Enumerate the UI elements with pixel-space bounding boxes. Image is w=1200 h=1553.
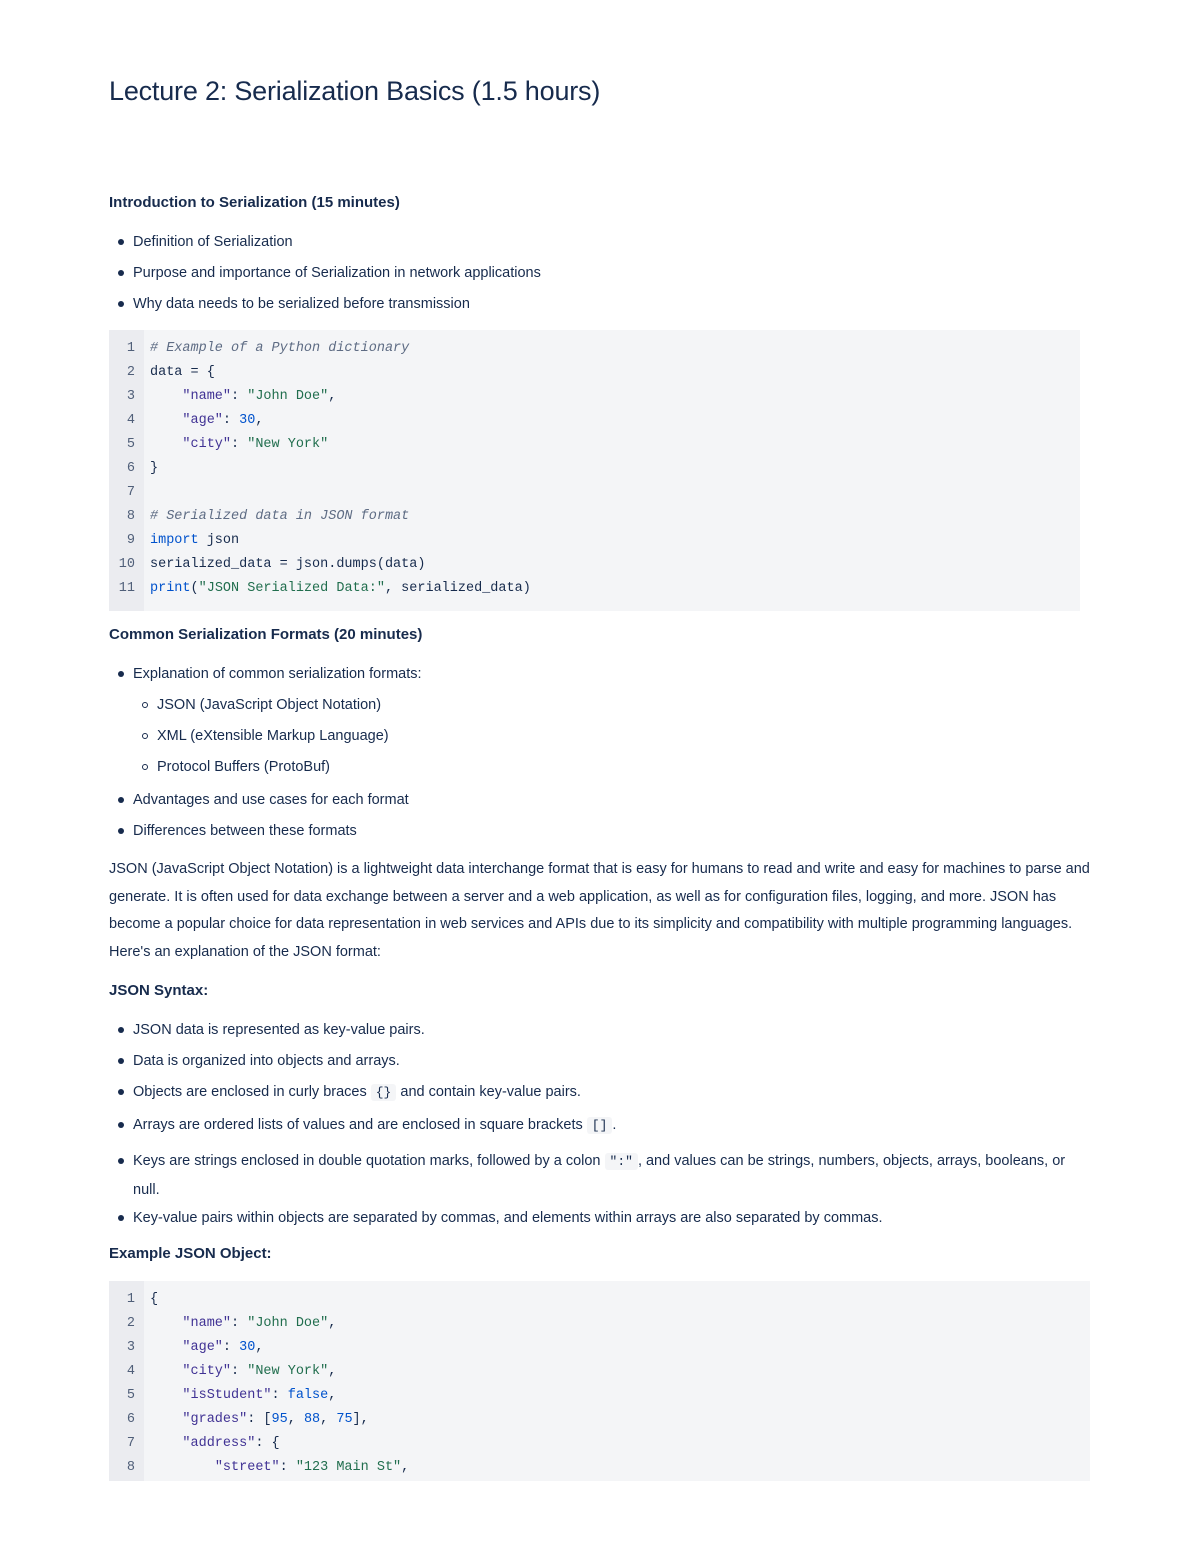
code-token: : xyxy=(231,389,248,404)
line-number: 6 xyxy=(126,461,135,476)
code-token: , xyxy=(320,1412,337,1427)
code-token: ( xyxy=(190,581,199,596)
sub-list-item: XML (eXtensible Markup Language) xyxy=(109,725,422,756)
code-string: "New York" xyxy=(247,437,329,452)
list-item: Why data needs to be serialized before transmission xyxy=(109,293,541,324)
code-keyword: false xyxy=(287,1388,329,1403)
section-heading-intro: Introduction to Serialization (15 minutes) xyxy=(109,194,400,211)
line-number: 7 xyxy=(126,1436,135,1451)
code-line xyxy=(109,1384,1090,1408)
code-line xyxy=(109,1360,1090,1384)
code-token: : xyxy=(279,1460,296,1475)
inline-code: {} xyxy=(371,1084,397,1101)
code-key: "age" xyxy=(182,413,223,428)
line-number: 8 xyxy=(126,1460,135,1475)
code-text xyxy=(150,553,425,577)
list-item-text: . xyxy=(612,1117,617,1133)
code-line xyxy=(109,433,1080,457)
list-item: Key-value pairs within objects are separated by commas, and elements within arrays are also separated by commas. xyxy=(109,1207,1073,1238)
code-indent xyxy=(150,1412,182,1427)
code-text xyxy=(150,1456,409,1480)
code-token: , xyxy=(401,1460,410,1475)
code-key: "isStudent" xyxy=(182,1388,272,1403)
list-item: Data is organized into objects and arrays. xyxy=(109,1050,1073,1081)
line-number: 2 xyxy=(126,1316,135,1331)
code-line xyxy=(109,505,1080,529)
code-comment: # Example of a Python dictionary xyxy=(150,341,410,356)
code-indent xyxy=(150,1436,182,1451)
code-line xyxy=(109,529,1080,553)
code-text xyxy=(150,361,215,385)
code-text xyxy=(150,1432,280,1456)
code-keyword: print xyxy=(150,581,191,596)
code-number: 30 xyxy=(239,1340,256,1355)
code-token: , xyxy=(328,1364,337,1379)
code-indent xyxy=(150,1316,182,1331)
code-line xyxy=(109,1432,1090,1456)
line-number: 5 xyxy=(126,1388,135,1403)
code-line xyxy=(109,1288,1090,1312)
code-number: 95 xyxy=(271,1412,288,1427)
line-number: 9 xyxy=(126,533,135,548)
code-token: : [ xyxy=(247,1412,272,1427)
code-key: "name" xyxy=(182,1316,232,1331)
code-string: "New York" xyxy=(247,1364,329,1379)
code-text xyxy=(150,529,239,553)
code-line xyxy=(109,361,1080,385)
formats-sub-list xyxy=(109,694,422,787)
code-line xyxy=(109,553,1080,577)
code-key: "grades" xyxy=(182,1412,248,1427)
formats-list xyxy=(109,663,422,851)
code-line xyxy=(109,577,1080,601)
code-text xyxy=(150,1360,336,1384)
inline-code: ":" xyxy=(605,1153,638,1170)
code-string: "123 Main St" xyxy=(295,1460,402,1475)
line-number: 6 xyxy=(126,1412,135,1427)
code-line xyxy=(109,337,1080,361)
sub-list-container xyxy=(109,694,422,787)
line-number: 2 xyxy=(126,365,135,380)
code-text xyxy=(150,505,409,529)
line-number: 4 xyxy=(126,1364,135,1379)
code-keyword: import xyxy=(150,533,199,548)
code-indent xyxy=(150,1364,182,1379)
code-key: "age" xyxy=(182,1340,223,1355)
code-token: : xyxy=(222,1340,240,1355)
list-item xyxy=(109,1114,1073,1145)
code-token: , xyxy=(255,1340,264,1355)
code-token: , xyxy=(328,1388,337,1403)
code-text xyxy=(150,577,531,601)
code-indent xyxy=(150,437,182,452)
list-item-text: Arrays are ordered lists of values and are enclosed in square brackets xyxy=(133,1117,587,1133)
code-token: : xyxy=(222,413,240,428)
syntax-list xyxy=(109,1019,1073,1238)
list-item xyxy=(109,1081,1073,1112)
line-number: 4 xyxy=(126,413,135,428)
code-indent xyxy=(150,389,182,404)
code-indent xyxy=(150,1388,182,1403)
section-heading-example: Example JSON Object: xyxy=(109,1245,272,1262)
list-item-text: Keys are strings enclosed in double quotation marks, followed by a colon xyxy=(133,1153,605,1169)
line-number: 3 xyxy=(126,389,135,404)
code-key: "city" xyxy=(182,437,232,452)
list-item-text: and contain key-value pairs. xyxy=(396,1084,581,1100)
code-token: , xyxy=(328,389,337,404)
code-line xyxy=(109,1312,1090,1336)
code-token: : xyxy=(231,1316,248,1331)
code-token: : { xyxy=(255,1436,280,1451)
code-text xyxy=(150,1408,369,1432)
code-text xyxy=(150,409,263,433)
intro-list xyxy=(109,231,541,324)
list-item: Differences between these formats xyxy=(109,820,422,851)
sub-list-item: JSON (JavaScript Object Notation) xyxy=(109,694,422,725)
code-token: , xyxy=(287,1412,304,1427)
list-item-text: Explanation of common serialization formats: xyxy=(133,666,422,682)
list-item-text: Objects are enclosed in curly braces xyxy=(133,1084,371,1100)
code-line xyxy=(109,1456,1090,1480)
code-token: serialized_data = json.dumps(data) xyxy=(150,557,426,572)
code-key: "street" xyxy=(214,1460,280,1475)
code-token: , xyxy=(255,413,264,428)
code-token: data = { xyxy=(150,365,215,380)
code-number: 75 xyxy=(336,1412,353,1427)
sub-list-item: Protocol Buffers (ProtoBuf) xyxy=(109,756,422,787)
code-token: } xyxy=(150,461,159,476)
list-item: Purpose and importance of Serialization in network applications xyxy=(109,262,541,293)
list-item-text: , and values can be strings, numbers, objects, arrays, booleans, or null. xyxy=(133,1153,1066,1198)
code-key: "city" xyxy=(182,1364,232,1379)
json-intro-paragraph: JSON (JavaScript Object Notation) is a lightweight data interchange format that is easy for humans to read and write and easy for machines to parse and generate. It is often used for data exchange between a server and a web application, as well as for configuration files, logging, and more. JSON has become a popular choice for data representation in web services and APIs due to its simplicity and compatibility with multiple programming languages. Here's an explanation of the JSON format: xyxy=(109,861,1090,960)
line-number: 10 xyxy=(118,557,135,572)
code-token: : xyxy=(231,437,248,452)
code-string: "JSON Serialized Data:" xyxy=(198,581,385,596)
line-number: 5 xyxy=(126,437,135,452)
code-number: 30 xyxy=(239,413,256,428)
code-key: "name" xyxy=(182,389,232,404)
code-token: { xyxy=(150,1292,159,1307)
code-text xyxy=(150,385,336,409)
code-string: "John Doe" xyxy=(247,1316,329,1331)
section-heading-syntax: JSON Syntax: xyxy=(109,982,209,999)
code-text xyxy=(150,1384,336,1408)
page-title: Lecture 2: Serialization Basics (1.5 hours) xyxy=(109,76,601,106)
code-indent xyxy=(150,1460,215,1475)
code-line xyxy=(109,457,1080,481)
code-line xyxy=(109,1408,1090,1432)
line-number: 7 xyxy=(126,485,135,500)
code-block-python[interactable] xyxy=(109,330,1080,611)
code-token: ], xyxy=(352,1412,369,1427)
list-item xyxy=(109,1147,1073,1207)
code-number: 88 xyxy=(303,1412,321,1427)
list-item: Advantages and use cases for each format xyxy=(109,789,422,820)
inline-code: [] xyxy=(587,1117,613,1134)
code-token: : xyxy=(231,1364,248,1379)
code-block-json[interactable] xyxy=(109,1281,1090,1481)
list-item: JSON data is represented as key-value pairs. xyxy=(109,1019,1073,1050)
code-token: : xyxy=(271,1388,288,1403)
code-text xyxy=(150,1312,336,1336)
list-item xyxy=(109,663,422,694)
code-token: json xyxy=(198,533,240,548)
line-number: 1 xyxy=(126,341,135,356)
list-item: Definition of Serialization xyxy=(109,231,541,262)
line-number: 3 xyxy=(126,1340,135,1355)
code-indent xyxy=(150,1340,182,1355)
code-text xyxy=(150,433,328,457)
code-key: "address" xyxy=(182,1436,256,1451)
code-text xyxy=(150,1288,158,1312)
line-number: 8 xyxy=(126,509,135,524)
code-string: "John Doe" xyxy=(247,389,329,404)
code-text xyxy=(150,337,409,361)
code-comment: # Serialized data in JSON format xyxy=(150,509,410,524)
line-number: 1 xyxy=(126,1292,135,1307)
line-number: 11 xyxy=(118,581,135,596)
code-line xyxy=(109,385,1080,409)
section-heading-formats: Common Serialization Formats (20 minutes) xyxy=(109,626,423,643)
code-text xyxy=(150,1336,263,1360)
code-line xyxy=(109,481,1080,505)
code-line xyxy=(109,409,1080,433)
code-token: , serialized_data) xyxy=(384,581,531,596)
code-token: , xyxy=(328,1316,337,1331)
code-line xyxy=(109,1336,1090,1360)
code-indent xyxy=(150,413,182,428)
code-text xyxy=(150,457,158,481)
